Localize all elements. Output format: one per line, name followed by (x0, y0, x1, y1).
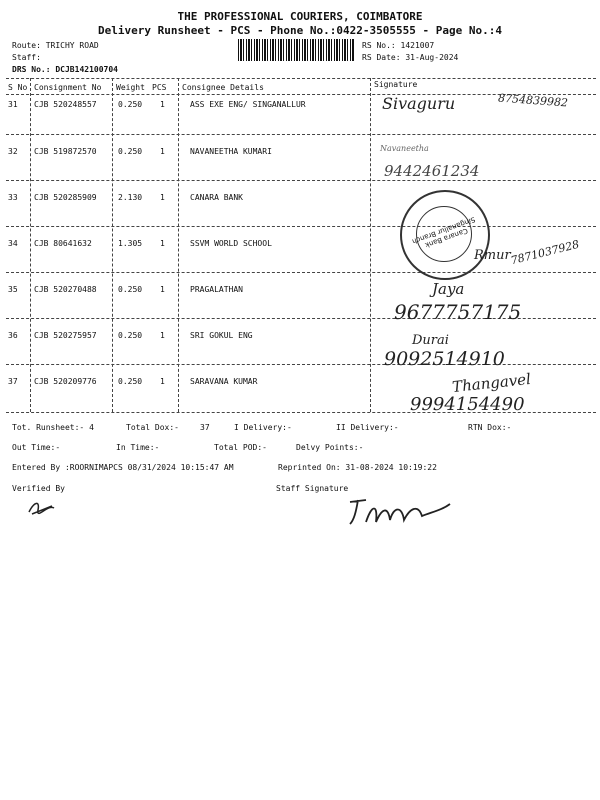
route: Route: TRICHY ROAD (12, 41, 99, 50)
staff-signature-label: Staff Signature (276, 484, 349, 493)
row-consignee: PRAGALATHAN (190, 285, 243, 294)
handwritten-name-37: Thangavel (451, 369, 532, 397)
row-rule (6, 134, 596, 135)
row-consignee: SARAVANA KUMAR (190, 377, 258, 386)
handwritten-phone-32: 9442461234 (384, 162, 480, 180)
ii-delivery: II Delivery:- (336, 423, 399, 432)
row-consignment-no: CJB 520248557 (34, 100, 97, 109)
col-header-sno: S No (8, 83, 28, 92)
rs-no: RS No.: 1421007 (362, 41, 435, 50)
col-header-pcs: PCS (152, 83, 167, 92)
row-sno: 33 (8, 193, 18, 202)
col-header-consignee: Consignee Details (182, 83, 264, 92)
row-consignment-no: CJB 520209776 (34, 377, 97, 386)
total-dox-value: 37 (200, 423, 210, 432)
staff-signature (344, 494, 454, 530)
col-divider (370, 78, 371, 412)
stamp-text: Canara Bank Singanallur Branch (411, 215, 477, 250)
row-pcs: 1 (160, 193, 165, 202)
i-delivery: I Delivery:- (234, 423, 292, 432)
row-rule (6, 226, 596, 227)
row-pcs: 1 (160, 377, 165, 386)
verified-by: Verified By (12, 484, 65, 493)
row-consignment-no: CJB 520275957 (34, 331, 97, 340)
barcode (238, 39, 354, 61)
row-pcs: 1 (160, 147, 165, 156)
row-rule (6, 272, 596, 273)
handwritten-signature: Sivaguru (382, 94, 456, 113)
col-divider (178, 78, 179, 412)
drs-value: DCJB142100704 (55, 65, 118, 74)
handwritten-phone-36: 9092514910 (384, 348, 505, 370)
row-consignment-no: CJB 520285909 (34, 193, 97, 202)
drs-label: DRS No.: (12, 65, 51, 74)
row-pcs: 1 (160, 239, 165, 248)
row-pcs: 1 (160, 285, 165, 294)
total-pod: Total POD:- (214, 443, 267, 452)
handwritten-phone-35: 9677757175 (394, 300, 522, 324)
col-header-signature: Signature (374, 80, 418, 89)
row-sno: 32 (8, 147, 18, 156)
row-weight: 0.250 (118, 331, 143, 340)
row-pcs: 1 (160, 331, 165, 340)
delvy-points: Delvy Points:- (296, 443, 364, 452)
row-consignment-no: CJB 520270488 (34, 285, 97, 294)
row-sno: 31 (8, 100, 18, 109)
reprinted-on: Reprinted On: 31-08-2024 10:19:22 (278, 463, 437, 472)
row-sno: 36 (8, 331, 18, 340)
drs-number (12, 65, 118, 74)
row-sno: 37 (8, 377, 18, 386)
col-divider (30, 78, 31, 412)
handwritten-name-36: Durai (412, 333, 449, 348)
row-weight: 0.250 (118, 285, 143, 294)
row-weight: 1.305 (118, 239, 143, 248)
row-consignee: NAVANEETHA KUMARI (190, 147, 272, 156)
staff: Staff: (12, 53, 41, 62)
row-pcs: 1 (160, 100, 165, 109)
row-weight: 0.250 (118, 147, 143, 156)
col-header-consignment: Consignment No (34, 83, 102, 92)
col-header-weight: Weight (116, 83, 145, 92)
row-consignment-no: CJB 80641632 (34, 239, 92, 248)
rtn-dox: RTN Dox:- (468, 423, 512, 432)
row-rule (6, 364, 596, 365)
row-weight: 0.250 (118, 377, 143, 386)
verifier-signature (26, 498, 60, 518)
row-consignee: SRI GOKUL ENG (190, 331, 253, 340)
row-consignee: SSVM WORLD SCHOOL (190, 239, 272, 248)
in-time: In Time:- (116, 443, 160, 452)
row-sno: 34 (8, 239, 18, 248)
row-consignment-no: CJB 519872570 (34, 147, 97, 156)
row-rule (6, 180, 596, 181)
handwritten-phone-37: 9994154490 (410, 394, 525, 415)
row-weight: 2.130 (118, 193, 143, 202)
runsheet-title: Delivery Runsheet - PCS - Phone No.:0422-3505555 - Page No.:4 (98, 24, 502, 37)
out-time: Out Time:- (12, 443, 61, 452)
row-sno: 35 (8, 285, 18, 294)
handwritten-name-35: Jaya (432, 280, 465, 298)
handwritten-phone-34: 7871037928 (509, 237, 581, 268)
rs-date: RS Date: 31-Aug-2024 (362, 53, 459, 62)
row-consignee: CANARA BANK (190, 193, 243, 202)
total-dox-label: Total Dox:- (126, 423, 179, 432)
row-consignee: ASS EXE ENG/ SINGANALLUR (190, 100, 306, 109)
company-name: THE PROFESSIONAL COURIERS, COIMBATORE (177, 10, 423, 23)
tot-runsheet: Tot. Runsheet:- 4 (12, 423, 94, 432)
handwritten-phone-31: 8754839982 (497, 91, 569, 110)
bank-stamp (400, 190, 490, 280)
handwritten-signature: Rmur (474, 248, 511, 263)
handwritten-signature: Navaneetha (380, 144, 429, 153)
col-divider (112, 78, 113, 412)
table-top-rule (6, 78, 596, 79)
row-weight: 0.250 (118, 100, 143, 109)
entered-by: Entered By :ROORNIMAPCS 08/31/2024 10:15:47 AM (12, 463, 234, 472)
